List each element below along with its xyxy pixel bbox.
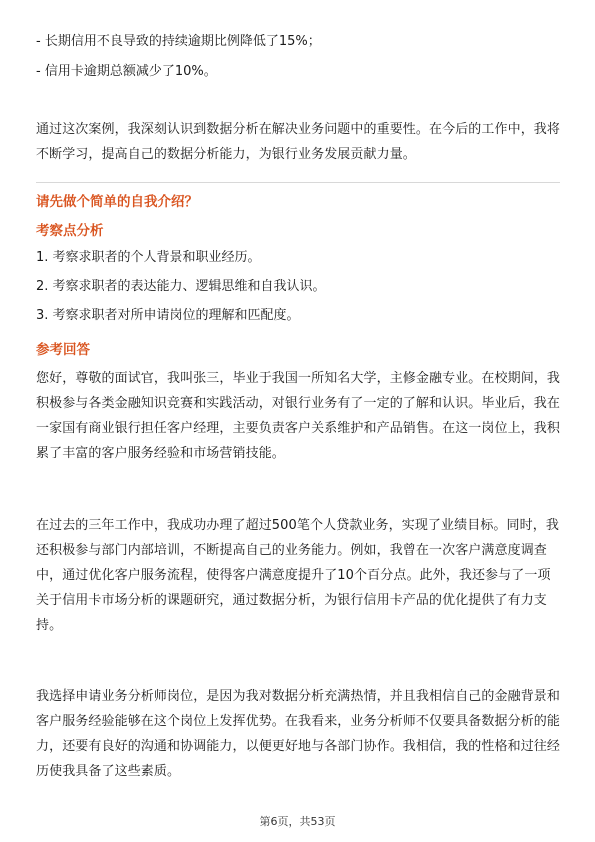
answer-paragraph: 我选择申请业务分析师岗位，是因为我对数据分析充满热情，并且我相信自己的金融背景和客户服务经验能够在这个岗位上发挥优势。在我看来，业务分析师不仅要具备数据分析的能力，还要有良好的沟通和协调能力，以便更好地与各部门协作。我相信，我的性格和过往经历使我具备了这些素质。 <box>36 689 561 779</box>
answer-paragraph: 在过去的三年工作中，我成功办理了超过500笔个人贷款业务，实现了业绩目标。同时，我还积极参与部门内部培训，不断提高自己的业务能力。例如，我曾在一次客户满意度调查中，通过优化客户服务流程，使得客户满意度提升了10个百分点。此外，我还参与了一项关于信用卡市场分析的课题研究，通过数据分析，为银行信用卡产品的优化提供了有力支持。 <box>36 518 559 633</box>
result-bullet: - 长期信用不良导致的持续逾期比例降低了15%； <box>36 34 321 49</box>
answer-paragraph: 您好，尊敬的面试官，我叫张三，毕业于我国一所知名大学，主修金融专业。在校期间，我积极参与各类金融知识竞赛和实践活动，对银行业务有了一定的了解和认识。毕业后，我在一家国有商业银行担任客户经理，主要负责客户关系维护和产品销售。在这一岗位上，我积累了丰富的客户服务经验和市场营销技能。 <box>36 371 561 461</box>
page-number: 第6页，共53页 <box>259 815 336 828</box>
analysis-item: 3. 考察求职者对所申请岗位的理解和匹配度。 <box>36 308 300 323</box>
summary-paragraph: 通过这次案例，我深刻认识到数据分析在解决业务问题中的重要性。在今后的工作中，我将不断学习，提高自己的数据分析能力，为银行业务发展贡献力量。 <box>36 122 561 162</box>
answer-title: 参考回答 <box>36 342 90 358</box>
analysis-item: 2. 考察求职者的表达能力、逻辑思维和自我认识。 <box>36 279 326 294</box>
question-heading: 请先做个简单的自我介绍？ <box>36 194 198 210</box>
analysis-item: 1. 考察求职者的个人背景和职业经历。 <box>36 250 261 265</box>
result-bullet: - 信用卡逾期总额减少了10%。 <box>36 64 217 79</box>
section-divider <box>36 182 560 183</box>
analysis-title: 考察点分析 <box>36 223 104 239</box>
